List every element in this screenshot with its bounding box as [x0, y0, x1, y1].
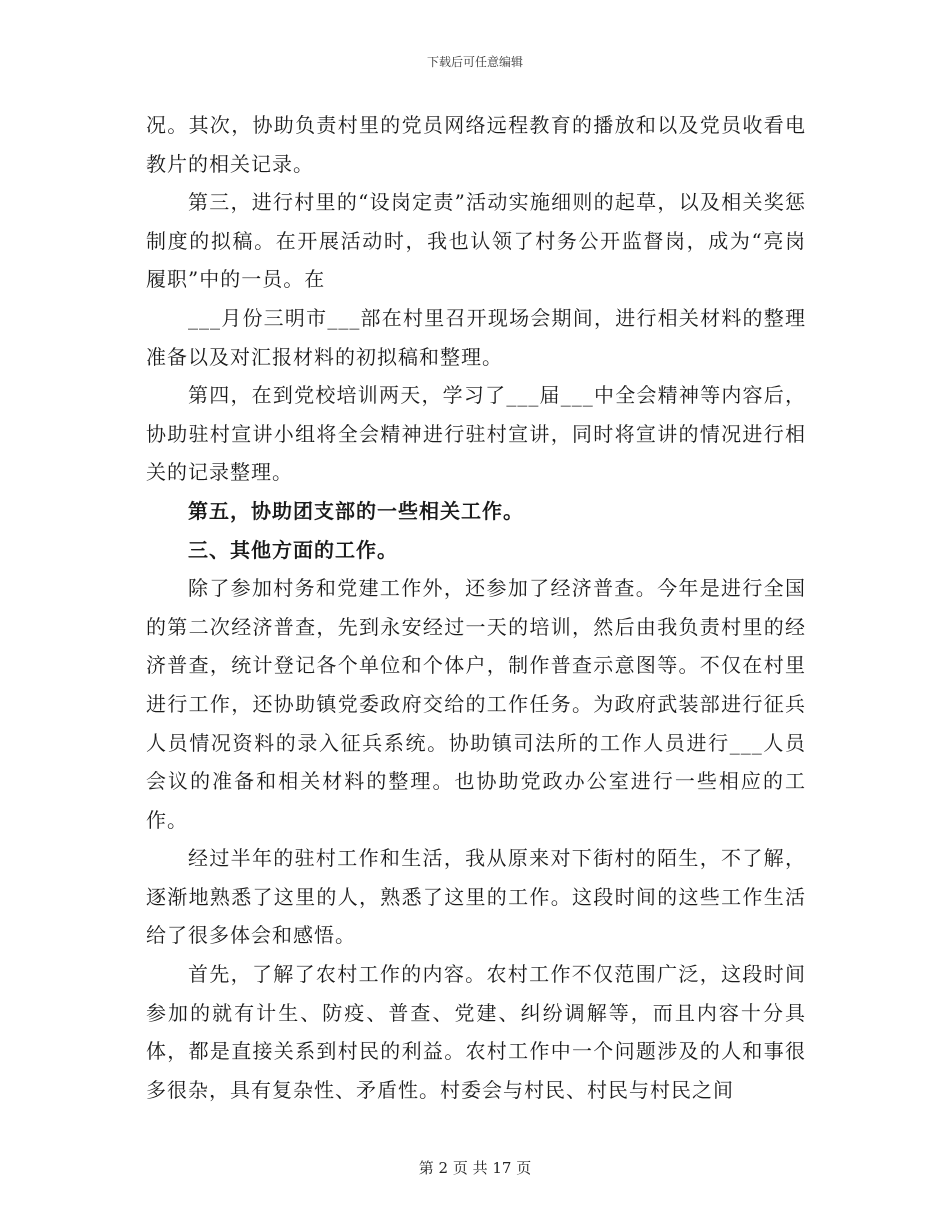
paragraph-continuation: 况。其次，协助负责村里的党员网络远程教育的播放和以及党员收看电教片的相关记录。 — [146, 113, 806, 176]
section-heading-other-work: 三、其他方面的工作。 — [188, 537, 398, 562]
paragraph-third-item: 第三，进行村里的“设岗定责”活动实施细则的起草，以及相关奖惩制度的拟稿。在开展活动时，我也认领了村务公开监督岗，成为“亮岗履职”中的一员。在 — [146, 190, 806, 292]
document-body — [146, 106, 806, 1109]
paragraph-fourth-item: 第四，在到党校培训两天，学习了___届___中全会精神等内容后，协助驻村宣讲小组将全会精神进行驻村宣讲，同时将宣讲的情况进行相关的记录整理。 — [146, 383, 806, 485]
paragraph-site-meeting: ___月份三明市___部在村里召开现场会期间，进行相关材料的整理准备以及对汇报材料的初拟稿和整理。 — [146, 305, 806, 369]
paragraph-rural-work: 首先，了解了农村工作的内容。农村工作不仅范围广泛，这段时间参加的就有计生、防疫、普查、党建、纠纷调解等，而且内容十分具体，都是直接关系到村民的利益。农村工作中一个问题涉及的人和事很多很杂，具有复杂性、矛盾性。村委会与村民、村民与村民之间 — [146, 962, 806, 1102]
paragraph-half-year-reflection: 经过半年的驻村工作和生活，我从原来对下街村的陌生，不了解，逐渐地熟悉了这里的人，熟悉了这里的工作。这段时间的这些工作生活给了很多体会和感悟。 — [146, 846, 806, 948]
page-number: 第 2 页 共 17 页 — [418, 1159, 532, 1177]
page-header: 下载后可任意编辑 — [426, 55, 523, 69]
paragraph-economic-census: 除了参加村务和党建工作外，还参加了经济普查。今年是进行全国的第二次经济普查，先到永安经过一天的培训，然后由我负责村里的经济普查，统计登记各个单位和个体户，制作普查示意图等。不仅在村里进行工作，还协助镇党委政府交给的工作任务。为政府武装部进行征兵人员情况资料的录入征兵系统。协助镇司法所的工作人员进行___人员会议的准备和相关材料的整理。也协助党政办公室进行一些相应的工作。 — [146, 576, 806, 832]
paragraph-fifth-item-heading: 第五，协助团支部的一些相关工作。 — [188, 498, 524, 523]
